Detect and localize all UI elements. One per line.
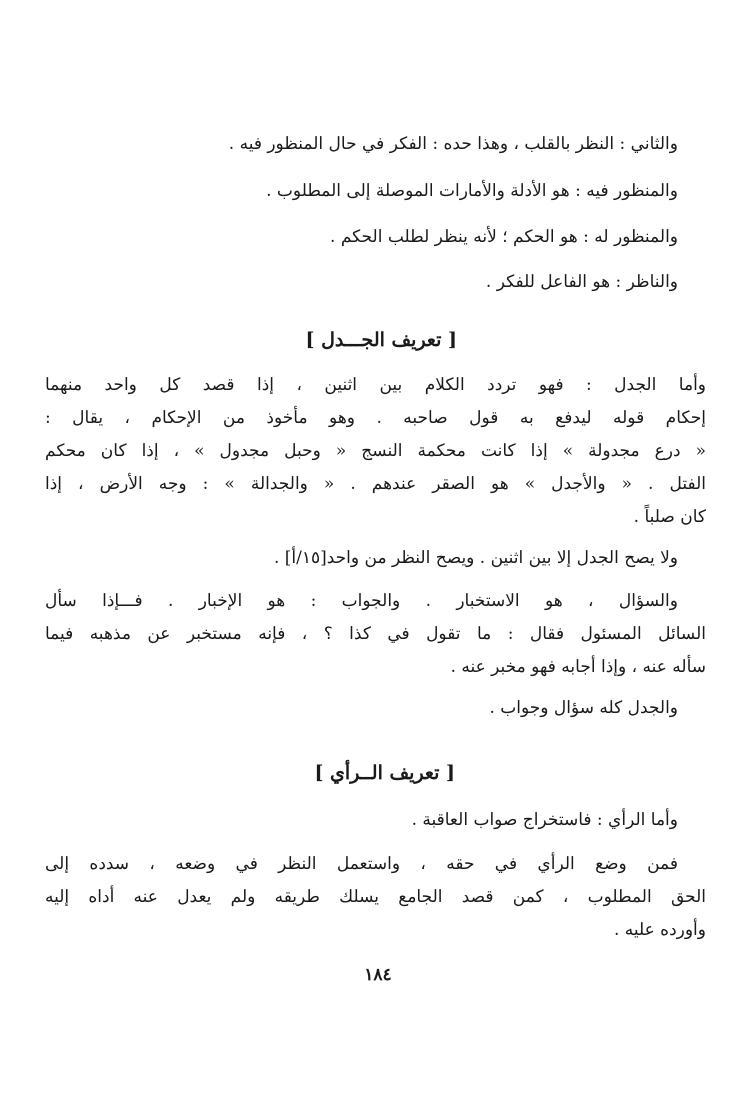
page-number: ١٨٤ [364, 965, 392, 985]
text-line: والثاني : النظر بالقلب ، وهذا حده : الفكر في حال المنظور فيه . [228, 134, 678, 154]
text-line: كان صلباً . [633, 507, 706, 527]
text-line: وأما الرأي : فاستخراج صواب العاقبة . [411, 810, 678, 830]
text-line: ولا يصح الجدل إلا بين اثنين . ويصح النظر من واحد[١٥/أ] . [273, 548, 678, 568]
text-line: سأله عنه ، وإذا أجابه فهو مخبر عنه . [450, 657, 706, 677]
text-line: والجدل كله سؤال وجواب . [489, 698, 678, 718]
text-line: « درع مجدولة » إذا كانت محكمة النسج « وحبل مجدول » ، إذا كان محكم [45, 441, 706, 461]
text-line: والمنظور له : هو الحكم ؛ لأنه ينظر لطلب الحكم . [330, 227, 678, 247]
text-line: والناظر : هو الفاعل للفكر . [485, 272, 678, 292]
text-line: فمن وضع الرأي في حقه ، واستعمل النظر في وضعه ، سدده إلى [45, 854, 678, 874]
text-line: وأما الجدل : فهو تردد الكلام بين اثنين ، إذا قصد كل واحد منهما [45, 375, 706, 395]
text-line: وأورده عليه . [613, 920, 706, 940]
text-line: والسؤال ، هو الاستخبار . والجواب : هو الإخبار . فـــإذا سأل [45, 591, 678, 611]
text-line: الحق المطلوب ، كمن قصد الجامع يسلك طريقه ولم يعدل عنه أداه إليه [45, 887, 706, 907]
text-line: إحكام قوله ليدفع به قول صاحبه . وهو مأخوذ من الإحكام ، يقال : [45, 408, 706, 428]
section-heading-rai: [ تعريف الــرأي ] [314, 762, 455, 784]
text-line: الفتل . « والأجدل » هو الصقر عندهم . « والجدالة » : وجه الأرض ، إذا [45, 474, 706, 494]
text-line: والمنظور فيه : هو الأدلة والأمارات الموصلة إلى المطلوب . [266, 181, 678, 201]
text-line: السائل المسئول فقال : ما تقول في كذا ؟ ، فإنه مستخبر عن مذهبه فيما [45, 624, 706, 644]
section-heading-jadal: [ تعريف الجـــدل ] [305, 329, 457, 351]
